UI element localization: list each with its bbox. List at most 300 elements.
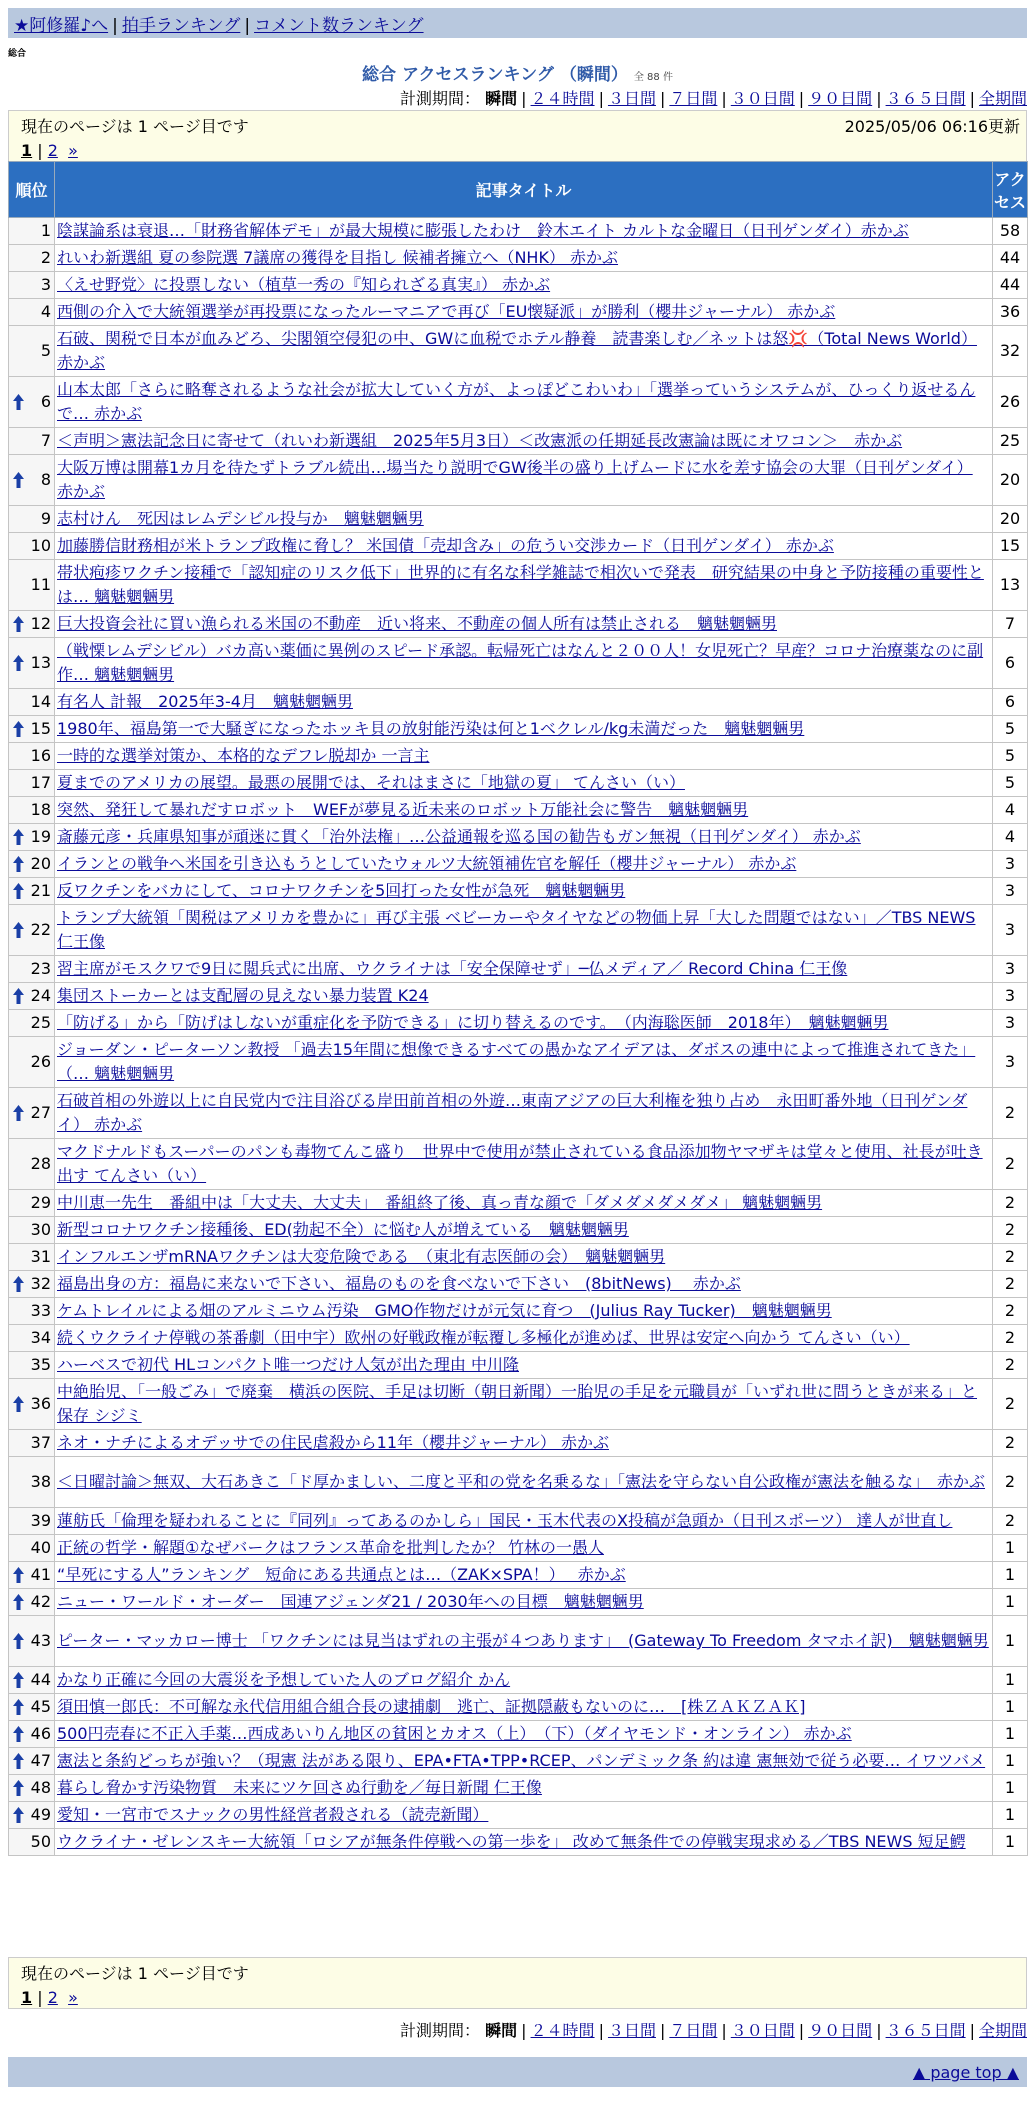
article-link[interactable]: 一時的な選挙対策か、本格的なデフレ脱却か 一言主 bbox=[57, 746, 430, 765]
article-link[interactable]: ピーター・マッカロー博士 「ワクチンには見当はずれの主張が４つあります」 (Gateway To Freedom タマホイ訳) 魑魅魍魎男 bbox=[57, 1631, 989, 1650]
period-link-7d[interactable]: ７日間 bbox=[669, 89, 718, 108]
access-count: 2 bbox=[993, 1298, 1028, 1325]
article-link[interactable]: 夏までのアメリカの展望。最悪の展開では、それはまさに「地獄の夏」 てんさい（い） bbox=[57, 773, 685, 792]
rank-cell bbox=[9, 1379, 55, 1430]
access-count: 1 bbox=[993, 1616, 1028, 1667]
article-link[interactable]: イランとの戦争へ米国を引き込もうとしていたウォルツ大統領補佐官を解任（櫻井ジャーナル） 赤かぶ bbox=[57, 854, 797, 873]
rank-number: 14 bbox=[30, 692, 51, 711]
access-count: 13 bbox=[993, 560, 1028, 611]
access-count: 3 bbox=[993, 983, 1028, 1010]
access-count: 6 bbox=[993, 638, 1028, 689]
article-link[interactable]: 憲法と条約どっちが強い？（現憲 法がある限り、EPA•FTA•TPP•RCEP、パンデミック条 約は違 憲無効で従う必要… イワツバメ bbox=[57, 1751, 986, 1770]
table-row bbox=[9, 1430, 1028, 1457]
table-row bbox=[9, 905, 1028, 956]
rank-number: 35 bbox=[30, 1355, 51, 1374]
table-row bbox=[9, 1775, 1028, 1802]
rank-cell bbox=[9, 1010, 55, 1037]
rank-number: 34 bbox=[30, 1328, 51, 1347]
title-cell bbox=[55, 1589, 993, 1616]
table-row bbox=[9, 1088, 1028, 1139]
access-count: 7 bbox=[993, 611, 1028, 638]
article-link[interactable]: “早死にする人”ランキング 短命にある共通点とは…（ZAK×SPA！） 赤かぶ bbox=[57, 1565, 626, 1584]
access-count: 1 bbox=[993, 1589, 1028, 1616]
rank-number: 8 bbox=[40, 470, 51, 489]
article-link[interactable]: 正統の哲学・解題①なぜバークはフランス革命を批判したか？ 竹林の一愚人 bbox=[57, 1538, 604, 1557]
title-cell bbox=[55, 1244, 993, 1271]
article-link[interactable]: 愛知・一宮市でスナックの男性経営者殺される（読売新聞） bbox=[57, 1805, 489, 1824]
title-cell bbox=[55, 377, 993, 428]
access-count: 5 bbox=[993, 770, 1028, 797]
title-cell bbox=[55, 743, 993, 770]
table-row bbox=[9, 878, 1028, 905]
page-next-link[interactable]: » bbox=[68, 141, 78, 160]
nav-separator: | bbox=[112, 16, 118, 36]
rank-cell bbox=[9, 1802, 55, 1829]
title-cell bbox=[55, 716, 993, 743]
rank-cell bbox=[9, 1535, 55, 1562]
rank-cell bbox=[9, 377, 55, 428]
table-row bbox=[9, 824, 1028, 851]
period-link-30d[interactable]: ３０日間 bbox=[730, 89, 795, 108]
title-cell bbox=[55, 851, 993, 878]
access-count: 2 bbox=[993, 1430, 1028, 1457]
title-cell bbox=[55, 533, 993, 560]
period-current: 瞬間 bbox=[485, 2021, 518, 2040]
nav-link-comment-ranking[interactable]: コメント数ランキング bbox=[254, 16, 424, 36]
access-count: 3 bbox=[993, 905, 1028, 956]
period-link-3d[interactable]: ３日間 bbox=[607, 2021, 656, 2040]
table-row bbox=[9, 1721, 1028, 1748]
rank-number: 23 bbox=[30, 959, 51, 978]
period-link-7d[interactable]: ７日間 bbox=[669, 2021, 718, 2040]
article-link[interactable]: ＜声明＞憲法記念日に寄せて（れいわ新選組 2025年5月3日）＜改憲派の任期延長改憲論は既にオワコン＞ 赤かぶ bbox=[57, 431, 903, 450]
access-count: 1 bbox=[993, 1829, 1028, 1856]
title-cell bbox=[55, 272, 993, 299]
article-link[interactable]: 集団ストーカーとは支配層の見えない暴力装置 K24 bbox=[57, 986, 429, 1005]
table-row bbox=[9, 455, 1028, 506]
rank-number: 41 bbox=[30, 1565, 51, 1584]
title-cell bbox=[55, 1379, 993, 1430]
article-link[interactable]: 帯状疱疹ワクチン接種で「認知症のリスク低下」世界的に有名な科学雑誌で相次いで発表 研究結果の中身と予防接種の重要性とは… 魑魅魍魎男 bbox=[57, 563, 984, 606]
rank-number: 24 bbox=[30, 986, 51, 1005]
rank-cell bbox=[9, 1217, 55, 1244]
article-link[interactable]: 「防げる」から「防げはしないが重症化を予防できる」に切り替えるのです。 （内海聡医師 2018年） 魑魅魍魎男 bbox=[57, 1013, 889, 1032]
rank-cell bbox=[9, 743, 55, 770]
page-title: 総合 アクセスランキング （瞬間） bbox=[362, 65, 628, 85]
rank-number: 4 bbox=[40, 302, 51, 321]
header-rank: 順位 bbox=[9, 162, 55, 218]
access-count: 2 bbox=[993, 1352, 1028, 1379]
rank-cell bbox=[9, 1616, 55, 1667]
article-link[interactable]: 中川恵一先生 番組中は「大丈夫、大丈夫」 番組終了後、真っ青な顔で「ダメダメダメダメ」 魑魅魍魎男 bbox=[57, 1193, 823, 1212]
article-link[interactable]: 反ワクチンをバカにして、コロナワクチンを5回打った女性が急死 魑魅魍魎男 bbox=[57, 881, 626, 900]
article-link[interactable]: 福島出身の方：福島に来ないで下さい、福島のものを食べないで下さい (8bitNews) 赤かぶ bbox=[57, 1274, 741, 1293]
rank-number: 12 bbox=[30, 614, 51, 633]
title-cell bbox=[55, 218, 993, 245]
rank-number: 30 bbox=[30, 1220, 51, 1239]
updated-timestamp: 2025/05/06 06:16更新 bbox=[844, 117, 1020, 136]
table-row bbox=[9, 956, 1028, 983]
rank-up-arrow-icon bbox=[13, 1594, 24, 1610]
access-count: 3 bbox=[993, 956, 1028, 983]
nav-link-asyura[interactable]: ★阿修羅♪へ bbox=[14, 16, 109, 36]
page-current: 1 bbox=[21, 1988, 33, 2007]
period-link-90d[interactable]: ９０日間 bbox=[808, 2021, 873, 2040]
period-label: 計測期間： bbox=[400, 89, 481, 108]
access-count: 1 bbox=[993, 1721, 1028, 1748]
rank-up-arrow-icon bbox=[13, 1567, 24, 1583]
article-link[interactable]: 山本太郎「さらに略奪されるような社会が拡大していく方が、よっぽどこわいわ」「選挙っていうシステムが、ひっくり返せるんで… 赤かぶ bbox=[57, 380, 976, 423]
article-link[interactable]: 巨大投資会社に買い漁られる米国の不動産 近い将来、不動産の個人所有は禁止される 魑魅魍魎男 bbox=[57, 614, 778, 633]
table-row bbox=[9, 272, 1028, 299]
rank-up-arrow-icon bbox=[13, 988, 24, 1004]
article-link[interactable]: 暮らし脅かす汚染物質 未来にツケ回さぬ行動を／毎日新聞 仁王像 bbox=[57, 1778, 542, 1797]
access-count: 1 bbox=[993, 1535, 1028, 1562]
access-count: 5 bbox=[993, 743, 1028, 770]
period-label: 計測期間： bbox=[400, 2021, 481, 2040]
rank-cell bbox=[9, 611, 55, 638]
rank-cell bbox=[9, 716, 55, 743]
rank-cell bbox=[9, 905, 55, 956]
access-count: 2 bbox=[993, 1217, 1028, 1244]
page-next-link[interactable]: » bbox=[68, 1988, 78, 2007]
period-link-24h[interactable]: ２４時間 bbox=[530, 2021, 595, 2040]
rank-cell bbox=[9, 689, 55, 716]
article-link[interactable]: 陰謀論系は衰退…「財務省解体デモ」が最大規模に膨張したわけ 鈴木エイト カルトな金曜日（日刊ゲンダイ）赤かぶ bbox=[57, 221, 909, 240]
access-count: 44 bbox=[993, 245, 1028, 272]
article-link[interactable]: トランプ大統領「関税はアメリカを豊かに」再び主張 ベビーカーやタイヤなどの物価上昇「大した問題ではない」／TBS NEWS 仁王像 bbox=[57, 908, 976, 951]
access-count: 15 bbox=[993, 533, 1028, 560]
article-link[interactable]: ケムトレイルによる畑のアルミニウム汚染 GMO作物だけが元気に育つ (Julius Ray Tucker) 魑魅魍魎男 bbox=[57, 1301, 832, 1320]
title-cell bbox=[55, 1748, 993, 1775]
title-cell bbox=[55, 797, 993, 824]
access-count: 1 bbox=[993, 1748, 1028, 1775]
article-link[interactable]: ウクライナ・ゼレンスキー大統領「ロシアが無条件停戦への第一歩を」 改めて無条件での停戦実現求める／TBS NEWS 短足鰐 bbox=[57, 1832, 966, 1851]
rank-number: 31 bbox=[30, 1247, 51, 1266]
rank-up-arrow-icon bbox=[13, 655, 24, 671]
title-cell bbox=[55, 1802, 993, 1829]
rank-cell bbox=[9, 533, 55, 560]
article-link[interactable]: 石破首相の外遊以上に自民党内で注目浴びる岸田前首相の外遊…東南アジアの巨大利権を独り占め 永田町番外地（日刊ゲンダイ） 赤かぶ bbox=[57, 1091, 968, 1134]
access-count: 1 bbox=[993, 1694, 1028, 1721]
article-link[interactable]: 突然、発狂して暴れだすロボット WEFが夢見る近未来のロボット万能社会に警告 魑魅魍魎男 bbox=[57, 800, 749, 819]
rank-cell bbox=[9, 770, 55, 797]
access-count: 32 bbox=[993, 326, 1028, 377]
period-link-24h[interactable]: ２４時間 bbox=[530, 89, 595, 108]
table-row bbox=[9, 218, 1028, 245]
article-link[interactable]: 500円売春に不正入手薬…西成あいりん地区の貧困とカオス（上） （下）（ダイヤモンド・オンライン） 赤かぶ bbox=[57, 1724, 852, 1743]
title-cell bbox=[55, 1508, 993, 1535]
rank-cell bbox=[9, 1352, 55, 1379]
article-link[interactable]: ネオ・ナチによるオデッサでの住民虐殺から11年（櫻井ジャーナル） 赤かぶ bbox=[57, 1433, 610, 1452]
rank-cell bbox=[9, 1271, 55, 1298]
access-count: 3 bbox=[993, 1010, 1028, 1037]
rank-number: 22 bbox=[30, 920, 51, 939]
access-count: 2 bbox=[993, 1379, 1028, 1430]
table-row bbox=[9, 743, 1028, 770]
access-count: 5 bbox=[993, 716, 1028, 743]
table-row bbox=[9, 689, 1028, 716]
nav-link-applause-ranking[interactable]: 拍手ランキング bbox=[121, 16, 241, 36]
table-row bbox=[9, 428, 1028, 455]
article-link[interactable]: ジョーダン・ピーターソン教授 「過去15年間に想像できるすべての愚かなアイデアは、ダボスの連中によって推進されてきた」（… 魑魅魍魎男 bbox=[57, 1040, 976, 1083]
title-cell bbox=[55, 878, 993, 905]
page-top-link[interactable]: ▲ page top ▲ bbox=[912, 2063, 1019, 2082]
title-cell bbox=[55, 1694, 993, 1721]
rank-cell bbox=[9, 824, 55, 851]
pagination-top: 1 | 2 » bbox=[21, 141, 78, 160]
table-row bbox=[9, 983, 1028, 1010]
title-cell bbox=[55, 1562, 993, 1589]
rank-up-arrow-icon bbox=[13, 1753, 24, 1769]
rank-cell bbox=[9, 878, 55, 905]
rank-up-arrow-icon bbox=[13, 616, 24, 632]
table-header-row bbox=[9, 162, 1028, 218]
article-link[interactable]: 西側の介入で大統領選挙が再投票になったルーマニアで再び「EU懐疑派」が勝利（櫻井ジャーナル） 赤かぶ bbox=[57, 302, 836, 321]
page-title-block bbox=[0, 60, 1035, 85]
access-count: 2 bbox=[993, 1457, 1028, 1508]
title-cell bbox=[55, 1298, 993, 1325]
rank-number: 46 bbox=[30, 1724, 51, 1743]
rank-number: 43 bbox=[30, 1631, 51, 1650]
article-link[interactable]: ＜日曜討論＞無双、大石あきこ「ド厚かましい、二度と平和の党を名乗るな」「憲法を守らない自公政権が憲法を触るな」 赤かぶ bbox=[57, 1472, 986, 1491]
table-row bbox=[9, 1298, 1028, 1325]
article-link[interactable]: かなり正確に今回の大震災を予想していた人のブログ紹介 かん bbox=[57, 1670, 511, 1689]
article-link[interactable]: 加藤勝信財務相が米トランプ政権に脅し？ 米国債「売却含み」の危うい交渉カード（日刊ゲンダイ） 赤かぶ bbox=[57, 536, 834, 555]
period-current: 瞬間 bbox=[485, 89, 518, 108]
access-count: 20 bbox=[993, 506, 1028, 533]
rank-number: 6 bbox=[40, 392, 51, 411]
rank-number: 42 bbox=[30, 1592, 51, 1611]
rank-number: 40 bbox=[30, 1538, 51, 1557]
article-link[interactable]: 中絶胎児、「一般ごみ」で廃棄 横浜の医院、手足は切断（朝日新聞）一胎児の手足を元職員が「いずれ世に問うときが来る」と保存 シジミ bbox=[57, 1382, 978, 1425]
rank-number: 1 bbox=[40, 221, 51, 240]
rank-number: 39 bbox=[30, 1511, 51, 1530]
table-row bbox=[9, 1508, 1028, 1535]
article-link[interactable]: インフルエンザmRNAワクチンは大変危険である （東北有志医師の会） 魑魅魍魎男 bbox=[57, 1247, 666, 1266]
title-cell bbox=[55, 689, 993, 716]
article-link[interactable]: 新型コロナワクチン接種後、ED(勃起不全）に悩む人が増えている 魑魅魍魎男 bbox=[57, 1220, 629, 1239]
rank-cell bbox=[9, 1829, 55, 1856]
rank-number: 26 bbox=[30, 1052, 51, 1071]
rank-number: 17 bbox=[30, 773, 51, 792]
page-info-top bbox=[8, 110, 1027, 162]
rank-up-arrow-icon bbox=[13, 883, 24, 899]
article-link[interactable]: マクドナルドもスーパーのパンも毒物てんこ盛り 世界中で使用が禁止されている食品添加物ヤマザキは堂々と使用、社長が吐き出す てんさい（い） bbox=[57, 1142, 983, 1185]
table-row bbox=[9, 1352, 1028, 1379]
rank-cell bbox=[9, 299, 55, 326]
access-count: 2 bbox=[993, 1088, 1028, 1139]
title-cell bbox=[55, 1535, 993, 1562]
rank-up-arrow-icon bbox=[13, 1807, 24, 1823]
rank-number: 19 bbox=[30, 827, 51, 846]
title-cell bbox=[55, 1037, 993, 1088]
rank-cell bbox=[9, 1325, 55, 1352]
header-title: 記事タイトル bbox=[55, 162, 993, 218]
page-link-2[interactable]: 2 bbox=[47, 141, 58, 160]
rank-number: 45 bbox=[30, 1697, 51, 1716]
article-link[interactable]: （戦慄レムデシビル）バカ高い薬価に異例のスピード承認。転帰死亡はなんと２００人！女児死亡？早産？コロナ治療薬なのに副作… 魑魅魍魎男 bbox=[57, 641, 984, 684]
rank-number: 3 bbox=[40, 275, 51, 294]
page-link-2[interactable]: 2 bbox=[47, 1988, 58, 2007]
title-cell bbox=[55, 1217, 993, 1244]
rank-cell bbox=[9, 638, 55, 689]
table-row bbox=[9, 245, 1028, 272]
rank-number: 27 bbox=[30, 1103, 51, 1122]
rank-number: 20 bbox=[30, 854, 51, 873]
period-selector-top: 計測期間： 瞬間 | ２４時間 | ３日間 | ７日間 | ３０日間 | ９０日間 | ３６５日間 | 全期間 bbox=[400, 89, 1027, 108]
rank-cell bbox=[9, 326, 55, 377]
title-cell bbox=[55, 455, 993, 506]
rank-number: 5 bbox=[40, 341, 51, 360]
title-cell bbox=[55, 1352, 993, 1379]
table-row bbox=[9, 1562, 1028, 1589]
title-cell bbox=[55, 905, 993, 956]
article-link[interactable]: 有名人 計報 2025年3-4月 魑魅魍魎男 bbox=[57, 692, 353, 711]
access-count: 4 bbox=[993, 824, 1028, 851]
article-link[interactable]: れいわ新選組 夏の参院選 7議席の獲得を目指し 候補者擁立へ（NHK） 赤かぶ bbox=[57, 248, 619, 267]
article-link[interactable]: 志村けん 死因はレムデシビル投与か 魑魅魍魎男 bbox=[57, 509, 424, 528]
rank-number: 15 bbox=[30, 719, 51, 738]
title-cell bbox=[55, 1139, 993, 1190]
table-row bbox=[9, 299, 1028, 326]
rank-up-arrow-icon bbox=[13, 472, 24, 488]
period-link-30d[interactable]: ３０日間 bbox=[730, 2021, 795, 2040]
table-row bbox=[9, 1616, 1028, 1667]
title-cell bbox=[55, 824, 993, 851]
table-row bbox=[9, 1748, 1028, 1775]
rank-cell bbox=[9, 1430, 55, 1457]
rank-number: 18 bbox=[30, 800, 51, 819]
period-link-3d[interactable]: ３日間 bbox=[607, 89, 656, 108]
rank-cell bbox=[9, 1721, 55, 1748]
rank-up-arrow-icon bbox=[13, 394, 24, 410]
title-cell bbox=[55, 428, 993, 455]
rank-up-arrow-icon bbox=[13, 1699, 24, 1715]
title-cell bbox=[55, 770, 993, 797]
period-link-all[interactable]: 全期間 bbox=[978, 2021, 1027, 2040]
rank-up-arrow-icon bbox=[13, 1396, 24, 1412]
rank-up-arrow-icon bbox=[13, 1726, 24, 1742]
rank-number: 29 bbox=[30, 1193, 51, 1212]
access-count: 1 bbox=[993, 1802, 1028, 1829]
access-count: 2 bbox=[993, 1139, 1028, 1190]
title-cell bbox=[55, 506, 993, 533]
access-count: 2 bbox=[993, 1325, 1028, 1352]
article-link[interactable]: ハーベスで初代 HLコンパクト唯一つだけ人気が出た理由 中川隆 bbox=[57, 1355, 519, 1374]
rank-number: 25 bbox=[30, 1013, 51, 1032]
article-link[interactable]: 蓮舫氏「倫理を疑われることに『同列』ってあるのかしら」国民・玉木代表のX投稿が急頭か（日刊スポーツ） 達人が世直し bbox=[57, 1511, 953, 1530]
access-count: 58 bbox=[993, 218, 1028, 245]
rank-cell bbox=[9, 1088, 55, 1139]
article-link[interactable]: 〈えせ野党〉に投票しない（植草一秀の『知られざる真実』） 赤かぶ bbox=[57, 275, 551, 294]
page-current: 1 bbox=[21, 141, 33, 160]
rank-cell bbox=[9, 1748, 55, 1775]
table-row bbox=[9, 1457, 1028, 1508]
article-link[interactable]: 大阪万博は開幕1カ月を待たずトラブル続出…場当たり説明でGW後半の盛り上げムードに水を差す協会の大罪（日刊ゲンダイ） 赤かぶ bbox=[57, 458, 973, 501]
rank-number: 28 bbox=[30, 1154, 51, 1173]
table-row bbox=[9, 716, 1028, 743]
access-count: 6 bbox=[993, 689, 1028, 716]
rank-up-arrow-icon bbox=[13, 829, 24, 845]
article-link[interactable]: 習主席がモスクワで9日に閲兵式に出席、ウクライナは「安全保障せず」─仏メディア／ Record China 仁王像 bbox=[57, 959, 848, 978]
access-count: 44 bbox=[993, 272, 1028, 299]
rank-number: 7 bbox=[40, 431, 51, 450]
title-cell bbox=[55, 1457, 993, 1508]
rank-up-arrow-icon bbox=[13, 1105, 24, 1121]
title-cell bbox=[55, 560, 993, 611]
title-cell bbox=[55, 956, 993, 983]
rank-cell bbox=[9, 560, 55, 611]
access-count: 25 bbox=[993, 428, 1028, 455]
table-row bbox=[9, 560, 1028, 611]
rank-cell bbox=[9, 272, 55, 299]
rank-number: 16 bbox=[30, 746, 51, 765]
rank-number: 21 bbox=[30, 881, 51, 900]
title-cell bbox=[55, 983, 993, 1010]
access-count: 3 bbox=[993, 878, 1028, 905]
table-row bbox=[9, 1589, 1028, 1616]
rank-cell bbox=[9, 1139, 55, 1190]
title-cell bbox=[55, 1775, 993, 1802]
access-count: 36 bbox=[993, 299, 1028, 326]
rank-cell bbox=[9, 455, 55, 506]
table-row bbox=[9, 1037, 1028, 1088]
table-row bbox=[9, 1010, 1028, 1037]
article-link[interactable]: 1980年、福島第一で大騒ぎになったホッキ貝の放射能汚染は何と1ベクレル/kg未満だった 魑魅魍魎男 bbox=[57, 719, 805, 738]
category-label: 総合 bbox=[8, 49, 27, 59]
table-row bbox=[9, 851, 1028, 878]
article-link[interactable]: 須田慎一郎氏：不可解な永代信用組合組合長の逮捕劇 逃亡、証拠隠蔽もないのに… [株ＺＡＫＺＡＫ] bbox=[57, 1697, 806, 1716]
period-link-90d[interactable]: ９０日間 bbox=[808, 89, 873, 108]
access-count: 20 bbox=[993, 455, 1028, 506]
table-row bbox=[9, 770, 1028, 797]
rank-number: 10 bbox=[30, 536, 51, 555]
header-access: アクセス bbox=[993, 162, 1028, 218]
period-link-365d[interactable]: ３６５日間 bbox=[885, 89, 966, 108]
period-link-365d[interactable]: ３６５日間 bbox=[885, 2021, 966, 2040]
access-count: 26 bbox=[993, 377, 1028, 428]
table-row bbox=[9, 638, 1028, 689]
rank-cell bbox=[9, 506, 55, 533]
rank-cell bbox=[9, 1508, 55, 1535]
rank-number: 50 bbox=[30, 1832, 51, 1851]
table-row bbox=[9, 377, 1028, 428]
ranking-rows bbox=[9, 218, 1028, 1856]
table-row bbox=[9, 1802, 1028, 1829]
article-link[interactable]: 石破、関税で日本が血みどろ、尖閣領空侵犯の中、GWに血税でホテル静養 読書楽しむ／ネットは怒💢（Total News World） 赤かぶ bbox=[57, 329, 977, 372]
title-cell bbox=[55, 1325, 993, 1352]
article-link[interactable]: 斎藤元彦・兵庫県知事が頑迷に貫く「治外法権」…公益通報を巡る国の勧告もガン無視（日刊ゲンダイ） 赤かぶ bbox=[57, 827, 861, 846]
article-link[interactable]: 続くウクライナ停戦の茶番劇（田中宇）欧州の好戦政権が転覆し多極化が進めば、世界は安定へ向かう てんさい（い） bbox=[57, 1328, 910, 1347]
period-link-all[interactable]: 全期間 bbox=[978, 89, 1027, 108]
nav-separator: | bbox=[244, 16, 251, 36]
table-row bbox=[9, 797, 1028, 824]
table-row bbox=[9, 1244, 1028, 1271]
rank-cell bbox=[9, 1457, 55, 1508]
article-link[interactable]: ニュー・ワールド・オーダー 国連アジェンダ21 / 2030年への目標 魑魅魍魎男 bbox=[57, 1592, 644, 1611]
period-selector-bottom: 計測期間： 瞬間 | ２４時間 | ３日間 | ７日間 | ３０日間 | ９０日間 | ３６５日間 | 全期間 bbox=[400, 2021, 1027, 2040]
table-row bbox=[9, 1325, 1028, 1352]
rank-number: 32 bbox=[30, 1274, 51, 1293]
rank-number: 47 bbox=[30, 1751, 51, 1770]
rank-cell bbox=[9, 245, 55, 272]
rank-cell bbox=[9, 218, 55, 245]
rank-cell bbox=[9, 1562, 55, 1589]
title-cell bbox=[55, 1190, 993, 1217]
table-row bbox=[9, 611, 1028, 638]
rank-cell bbox=[9, 1775, 55, 1802]
